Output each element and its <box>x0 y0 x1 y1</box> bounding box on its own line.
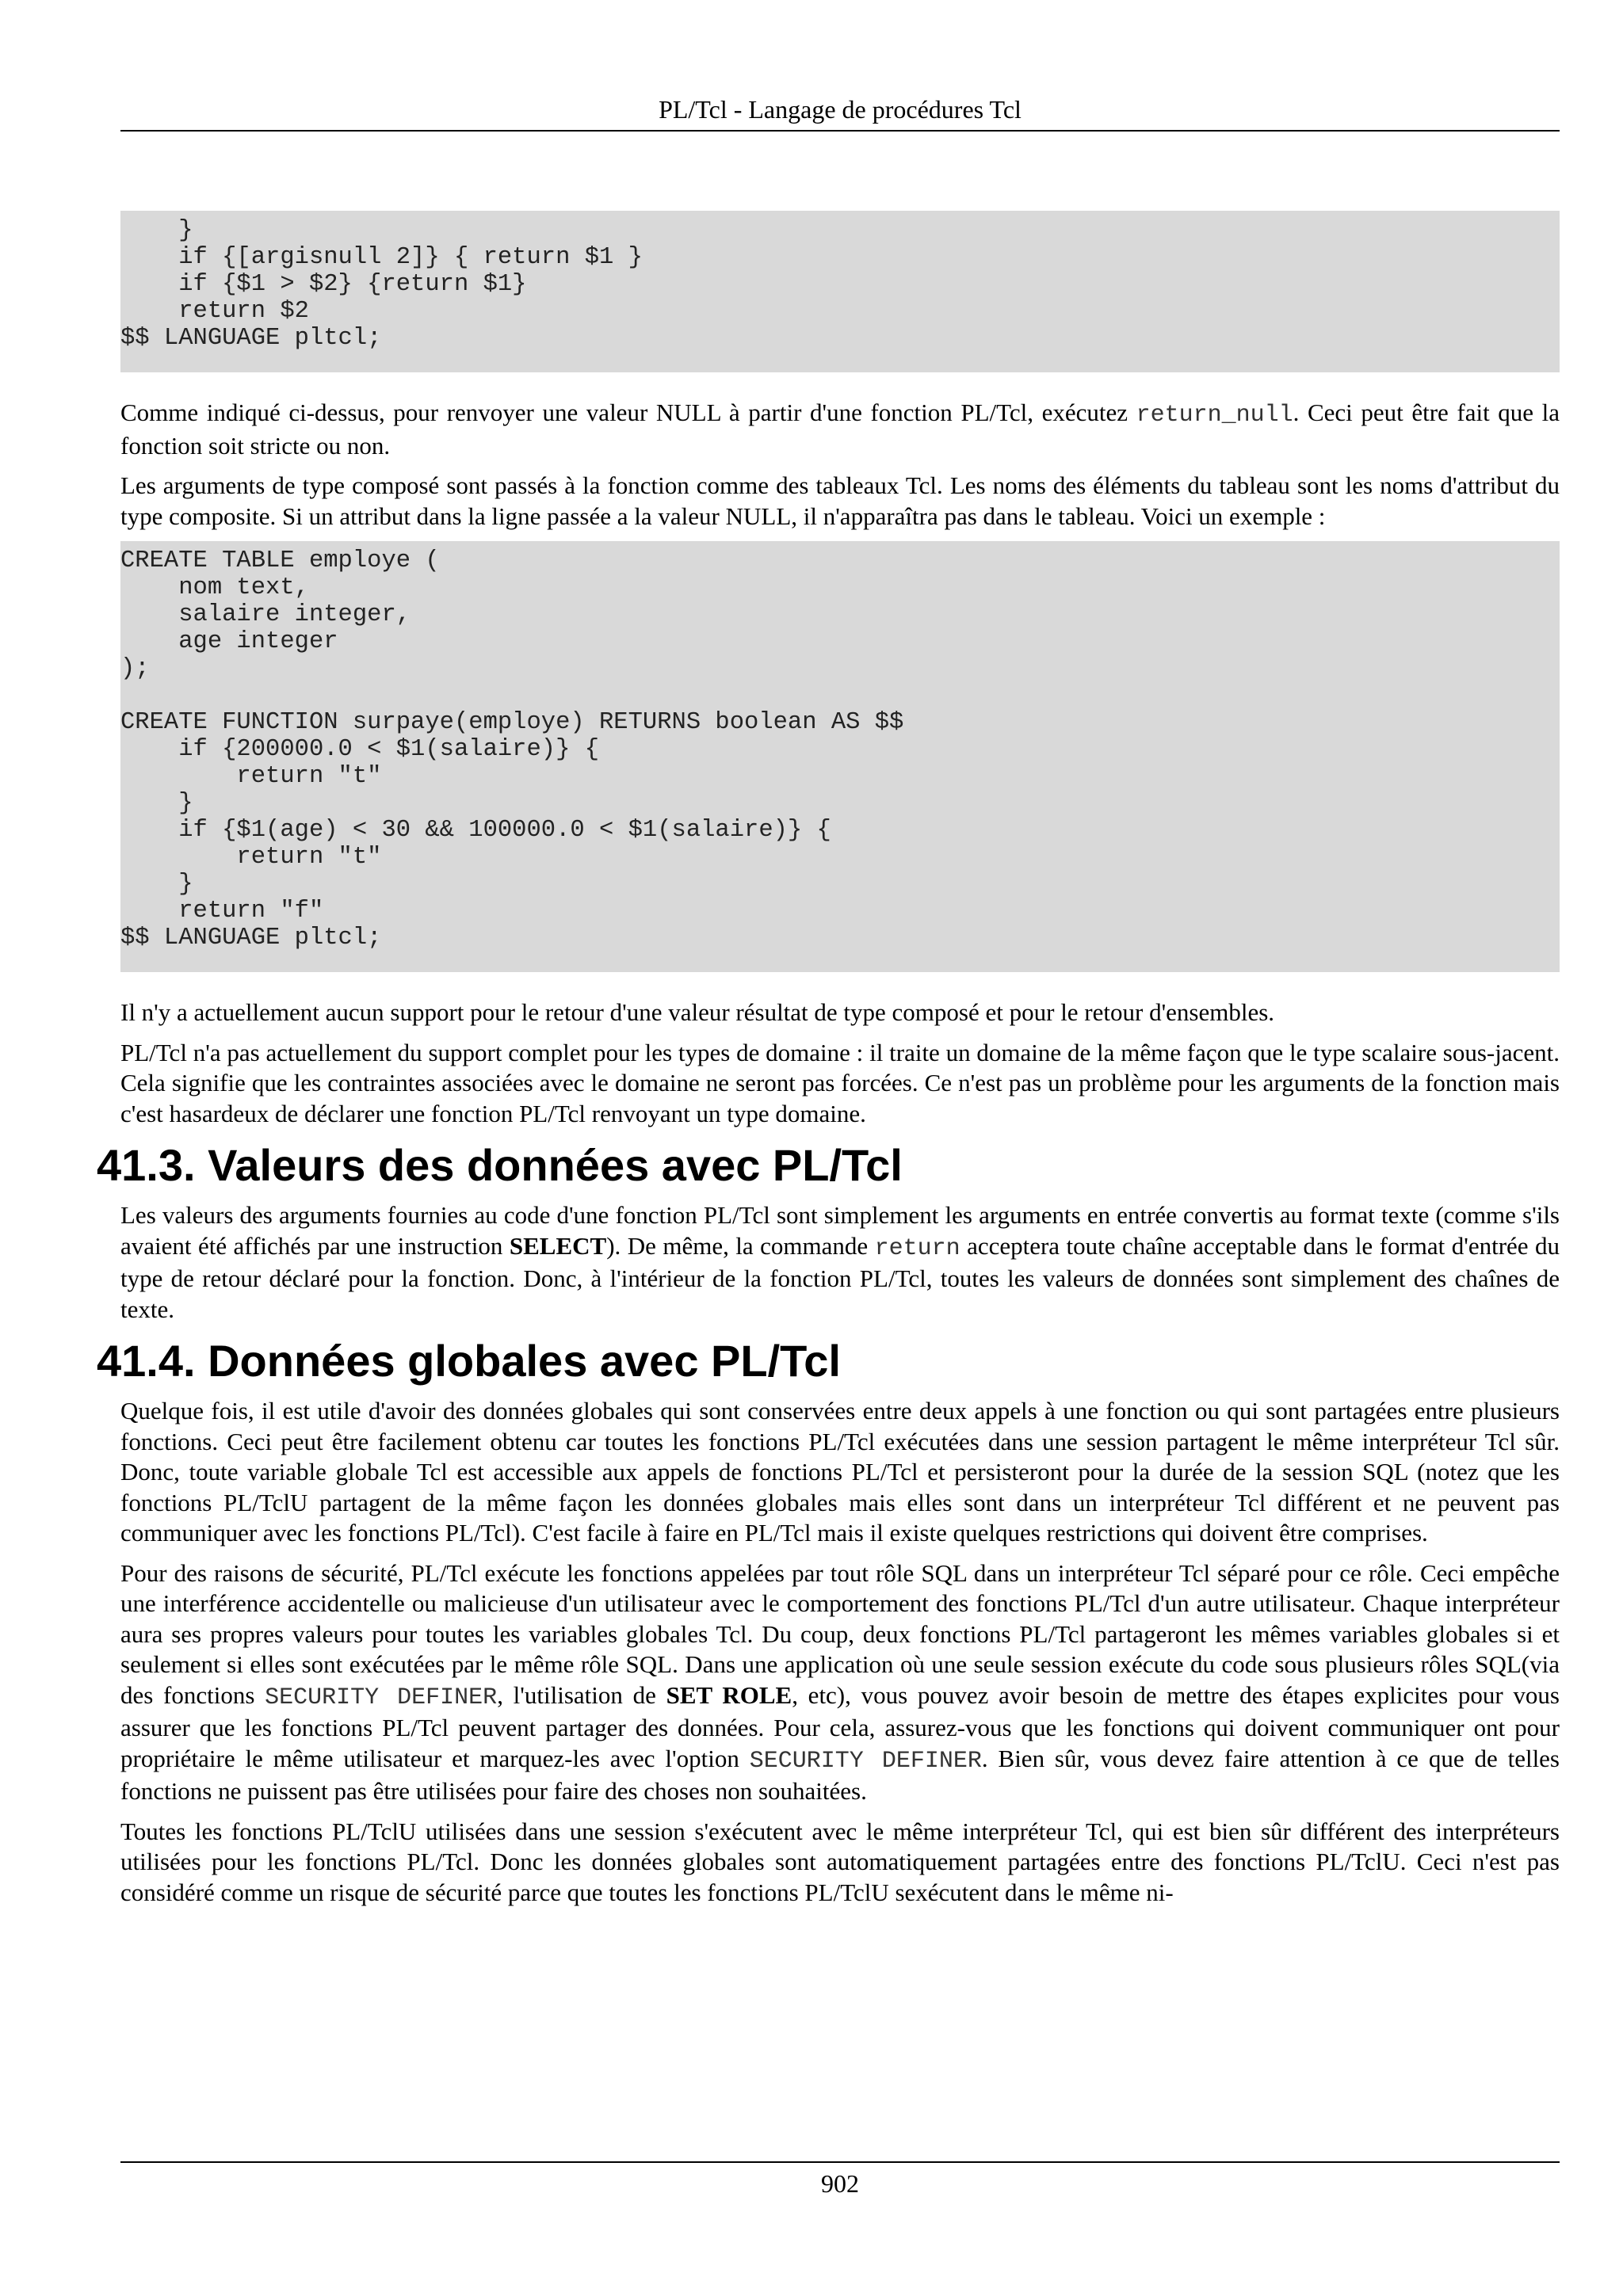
paragraph-global-data: Quelque fois, il est utile d'avoir des données globales qui sont conservées entre deux appels à une fonction ou qui sont partagées entre plusieurs fonctions. Ceci peut être facilement obtenu car toutes les fonctions PL/Tcl exécutées dans une session partagent le même interpréteur Tcl sûr. Donc, toute variable globale Tcl est accessible aux appels de fonctions PL/Tcl et persisteront pour la durée de la session SQL (notez que les fonctions PL/TclU partagent de la même façon les données globales mais elles sont dans un interpréteur Tcl différent et ne peuvent pas communiquer avec les fonctions PL/Tcl). C'est facile à faire en PL/Tcl mais il existe quelques restrictions qui doivent être comprises. <box>120 1397 1560 1547</box>
page-header <box>120 92 1560 132</box>
page-footer <box>120 2161 1560 2201</box>
text: Comme indiqué ci-dessus, pour renvoyer une valeur NULL à partir d'une fonction PL/Tcl, exécutez <box>120 399 1136 426</box>
text: , l'utilisation de <box>497 1680 666 1709</box>
bold-select: SELECT <box>509 1231 607 1260</box>
paragraph-composite-args: Les arguments de type composé sont passés à la fonction comme des tableaux Tcl. Les noms des éléments du tableau sont les noms d'attribut du type composite. Si un attribut dans la ligne passée a la valeur NULL, il n'apparaîtra pas dans le tableau. Voici un exemple : <box>120 471 1560 530</box>
paragraph-domain-types: PL/Tcl n'a pas actuellement du support complet pour les types de domaine : il traite un domaine de la même façon que le type scalaire sous-jacent. Cela signifie que les contraintes associées avec le domaine ne seront pas forcées. Ce n'est pas un problème pour les arguments de la fonction mais c'est hasardeux de déclarer une fonction PL/Tcl renvoyant un type domaine. <box>120 1038 1560 1127</box>
inline-code-security-definer: SECURITY DEFINER <box>749 1747 982 1775</box>
code-block-1: } if {[argisnull 2]} { return $1 } if {$1 > $2} {return $1} return $2 $$ LANGUAGE pltcl; <box>120 211 1560 372</box>
paragraph-security <box>120 1558 1560 1807</box>
text: . Bien sûr, vous devez faire attention à ce que de telles fonctions ne puissent pas être utilisées pour faire des choses non souhaitées. <box>120 1744 1560 1805</box>
text: Pour des raisons de sécurité, PL/Tcl exécute les fonctions appelées par tout rôle SQL dans un interpréteur Tcl séparé pour ce rôle. Ceci empêche une interférence accidentelle ou malicieuse d'un utilisateur avec le comportement des fonctions PL/Tcl d'un autre utilisateur. Chaque interpréteur aura ses propres valeurs pour toutes les variables globales Tcl. Du coup, deux fonctions PL/Tcl partageront les mêmes variables globales si et seulement si elles sont exécutées par le même rôle SQL. Dans une application où une seule session exécute du code sous plusieurs rôles SQL(via des fonctions <box>120 1558 1560 1709</box>
inline-code-return-null: return_null <box>1136 402 1293 429</box>
page-number: 902 <box>821 2169 859 2198</box>
inline-code-security-definer: SECURITY DEFINER <box>265 1684 498 1711</box>
text: Les valeurs des arguments fournies au code d'une fonction PL/Tcl sont simplement les arguments en entrée convertis au format texte (comme s'ils avaient été affichés par une instruction <box>120 1201 1560 1260</box>
code-block-2: CREATE TABLE employe ( nom text, salaire integer, age integer ); CREATE FUNCTION surpaye(employe) RETURNS boolean AS $$ if {200000.0 < $1(salaire)} { return "t" } if {$1(age) < 30 && 100000.0 < $1(salaire)} { return "t" } return "f" $$ LANGUAGE pltcl; <box>120 541 1560 972</box>
text: , etc), vous pouvez avoir besoin de mettre des étapes explicites pour vous assurer que les fonctions PL/Tcl peuvent partager des données. Pour cela, assurez-vous que les fonctions qui doivent communiquer ont pour propriétaire le même utilisateur et marquez-les avec l'option <box>120 1680 1560 1772</box>
bold-set-role: SET ROLE <box>666 1680 792 1709</box>
page-header-title: PL/Tcl - Langage de procédures Tcl <box>659 95 1022 124</box>
section-title-41-4: 41.4. Données globales avec PL/Tcl <box>97 1336 841 1386</box>
text: acceptera toute chaîne acceptable dans le format d'entrée du type de retour déclaré pour la fonction. Donc, à l'intérieur de la fonction PL/Tcl, toutes les valeurs de données sont simplement des chaînes de texte. <box>120 1231 1560 1323</box>
section-title-41-3: 41.3. Valeurs des données avec PL/Tcl <box>97 1140 903 1190</box>
text: . Ceci peut être fait que la fonction soit stricte ou non. <box>120 399 1560 460</box>
text: ). De même, la commande <box>606 1231 875 1260</box>
page-content <box>97 211 1560 1908</box>
paragraph-data-values <box>120 1200 1560 1325</box>
paragraph-pltclu: Toutes les fonctions PL/TclU utilisées dans une session s'exécutent avec le même interpréteur Tcl, qui est bien sûr différent des interpréteurs utilisées pour les fonctions PL/Tcl. Donc les données globales sont automatiquement partagées entre des fonctions PL/TclU. Ceci n'est pas considéré comme un risque de sécurité parce que toutes les fonctions PL/TclU sexécutent dans le même ni- <box>120 1817 1560 1906</box>
paragraph-return-null <box>120 398 1560 461</box>
paragraph-no-support: Il n'y a actuellement aucun support pour le retour d'une valeur résultat de type composé et pour le retour d'ensembles. <box>120 998 1275 1026</box>
inline-code-return: return <box>874 1234 960 1262</box>
